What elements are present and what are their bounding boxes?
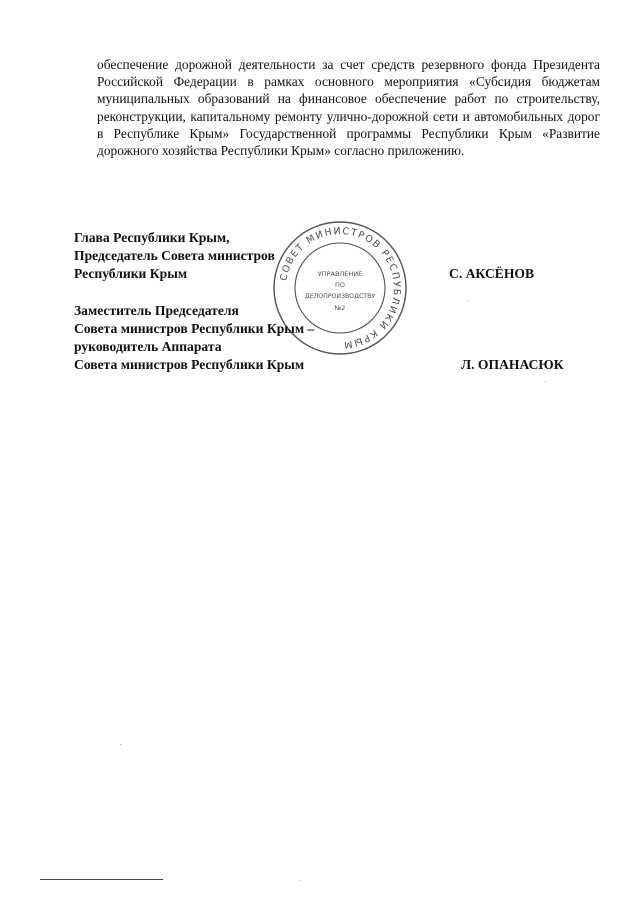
- body-line: «Субсидия бюджетам муниципальных образований на финансовое: [97, 74, 601, 107]
- seal-center-line: ДЕЛОПРОИЗВОДСТВУ: [304, 293, 376, 300]
- body-line: Государственной программы Республики Крым «Развитие дорожного: [97, 125, 600, 159]
- scan-speck: [300, 880, 301, 881]
- body-line: Президента Российской Федерации в рамках основного мероприятия: [97, 57, 600, 90]
- body-line: улично-дорожной сети и автомобильных дорог в Республике Крым»: [97, 108, 600, 141]
- body-line: обеспечение работ по строительству, реконструкции, капитальному ремонту: [97, 91, 600, 124]
- signatory-title-line: Заместитель Председателя: [74, 303, 239, 318]
- body-paragraph: [97, 56, 600, 159]
- scan-speck: [467, 300, 468, 301]
- seal-center-line: ПО: [334, 281, 346, 289]
- signatory-1-name: С. АКСЁНОВ: [449, 266, 535, 281]
- signatory-2-name: Л. ОПАНАСЮК: [461, 357, 564, 372]
- scan-speck: [545, 381, 546, 382]
- body-line: хозяйства Республики Крым» согласно приложению.: [161, 143, 465, 159]
- signatory-title-line: руководитель Аппарата: [74, 339, 222, 354]
- seal-center-line: УПРАВЛЕНИЕ: [317, 270, 363, 278]
- seal-center-line: №2: [334, 304, 346, 312]
- signatory-title-line: Республики Крым: [74, 266, 188, 281]
- body-line: обеспечение дорожной деятельности за счет средств резервного фонда: [97, 57, 527, 72]
- signatory-title-line: Совета министров Республики Крым –: [74, 321, 315, 336]
- signatory-title-line: Глава Республики Крым,: [74, 230, 230, 245]
- signatory-title-line: Совета министров Республики Крым: [74, 357, 305, 372]
- signatory-1-title: [74, 229, 275, 283]
- seal-ring-text: СОВЕТ МИНИСТРОВ РЕСПУБЛИКИ КРЫМ: [278, 225, 403, 351]
- footer-rule: [40, 879, 163, 880]
- signatory-2-title: [74, 302, 314, 374]
- signatory-title-line: Председатель Совета министров: [74, 248, 275, 263]
- scan-speck: [120, 744, 121, 745]
